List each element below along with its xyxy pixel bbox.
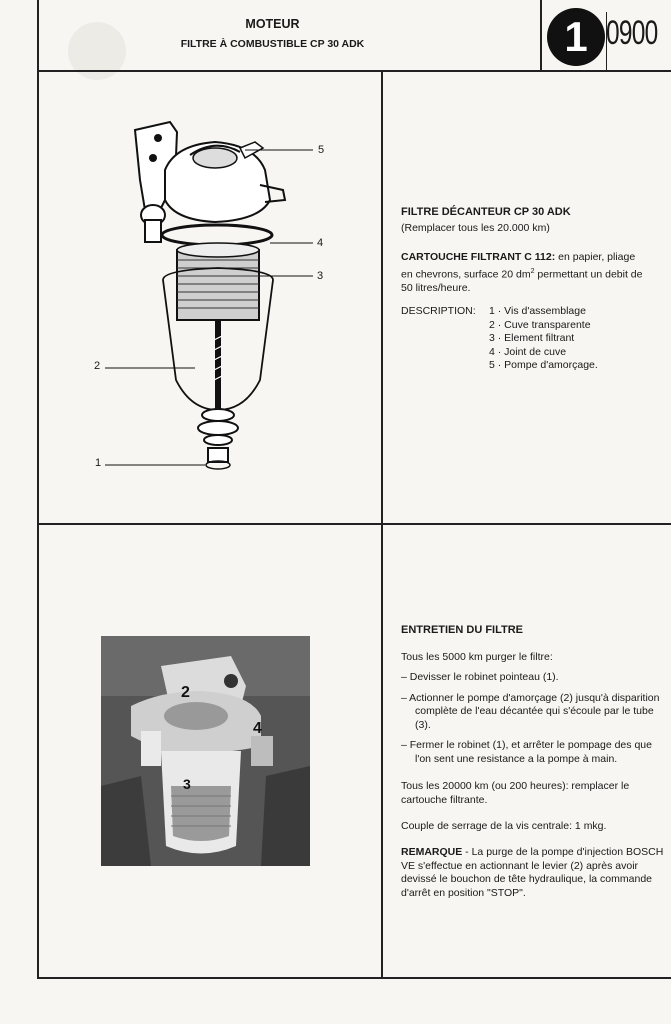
filter-photo bbox=[101, 636, 310, 866]
maintenance-step: – Devisser le robinet pointeau (1). bbox=[401, 671, 559, 683]
maintenance-step: – Actionner le pompe d'amorçage (2) jusqu'à disparition complète de l'eau décantée qui s'écoule par le tube (3). bbox=[401, 691, 660, 731]
cartridge-text-3: permettant un debit de bbox=[537, 268, 643, 280]
callout-3: 3 bbox=[317, 270, 324, 282]
torque-text: Couple de serrage de la vis centrale: 1 mkg. bbox=[401, 820, 607, 832]
cartridge-label: CARTOUCHE FILTRANT C 112: bbox=[401, 251, 556, 263]
photo-label-2: 2 bbox=[181, 684, 190, 701]
section-number-badge: 1 bbox=[547, 8, 605, 66]
cartridge-description bbox=[401, 251, 663, 295]
page-code: 0900 bbox=[606, 14, 658, 52]
photo-label-4: 4 bbox=[253, 720, 262, 737]
maintenance-intro: Tous les 5000 km purger le filtre: bbox=[401, 651, 553, 663]
maintenance-title: ENTRETIEN DU FILTRE bbox=[401, 624, 524, 636]
header-divider bbox=[37, 70, 671, 72]
description-label: DESCRIPTION: bbox=[401, 305, 476, 317]
replace-cartridge-text: Tous les 20000 km (ou 200 heures): remplacer le cartouche filtrante. bbox=[401, 780, 630, 806]
description-item: 5 · Pompe d'amorçage. bbox=[489, 359, 598, 371]
filter-replace-note: (Remplacer tous les 20.000 km) bbox=[401, 222, 550, 234]
fuel-filter-diagram bbox=[95, 110, 355, 480]
description-item: 4 · Joint de cuve bbox=[489, 345, 567, 358]
remark-label: REMARQUE bbox=[401, 846, 463, 858]
photo-label-3: 3 bbox=[183, 776, 191, 792]
page-title: MOTEUR bbox=[245, 17, 300, 31]
cartridge-text-4: 50 litres/heure. bbox=[401, 281, 471, 294]
filter-title: FILTRE DÉCANTEUR CP 30 ADK bbox=[401, 206, 571, 218]
cartridge-sup: 2 bbox=[530, 267, 535, 275]
badge-left-border bbox=[540, 0, 542, 70]
cartridge-text-1: en papier, pliage bbox=[558, 251, 636, 263]
cartridge-text-2: en chevrons, surface 20 dm bbox=[401, 268, 531, 280]
maintenance-step: – Fermer le robinet (1), et arrêter le pompage des que l'on sent une resistance a la pompe à main. bbox=[401, 739, 652, 765]
left-border bbox=[37, 0, 39, 978]
description-item: 2 · Cuve transparente bbox=[489, 318, 591, 331]
remark-text: - La purge de la pompe d'injection BOSCH VE s'effectue en actionnant le levier (2) après avoir devissé le bouchon de tête hydraulique, la commande d'arrêt en position "STOP". bbox=[401, 846, 664, 899]
maintenance-steps bbox=[401, 671, 665, 766]
remark-paragraph bbox=[401, 846, 665, 900]
description-list bbox=[489, 305, 598, 373]
page-subtitle: FILTRE À COMBUSTIBLE CP 30 ADK bbox=[180, 38, 365, 50]
callout-5: 5 bbox=[318, 144, 325, 156]
description-item: 1 · Vis d'assemblage bbox=[489, 305, 586, 317]
callout-4: 4 bbox=[317, 237, 324, 249]
callout-1: 1 bbox=[95, 457, 102, 469]
description-item: 3 · Element filtrant bbox=[489, 332, 575, 344]
callout-2: 2 bbox=[94, 360, 101, 372]
middle-divider bbox=[37, 523, 671, 525]
bottom-border bbox=[37, 977, 671, 979]
